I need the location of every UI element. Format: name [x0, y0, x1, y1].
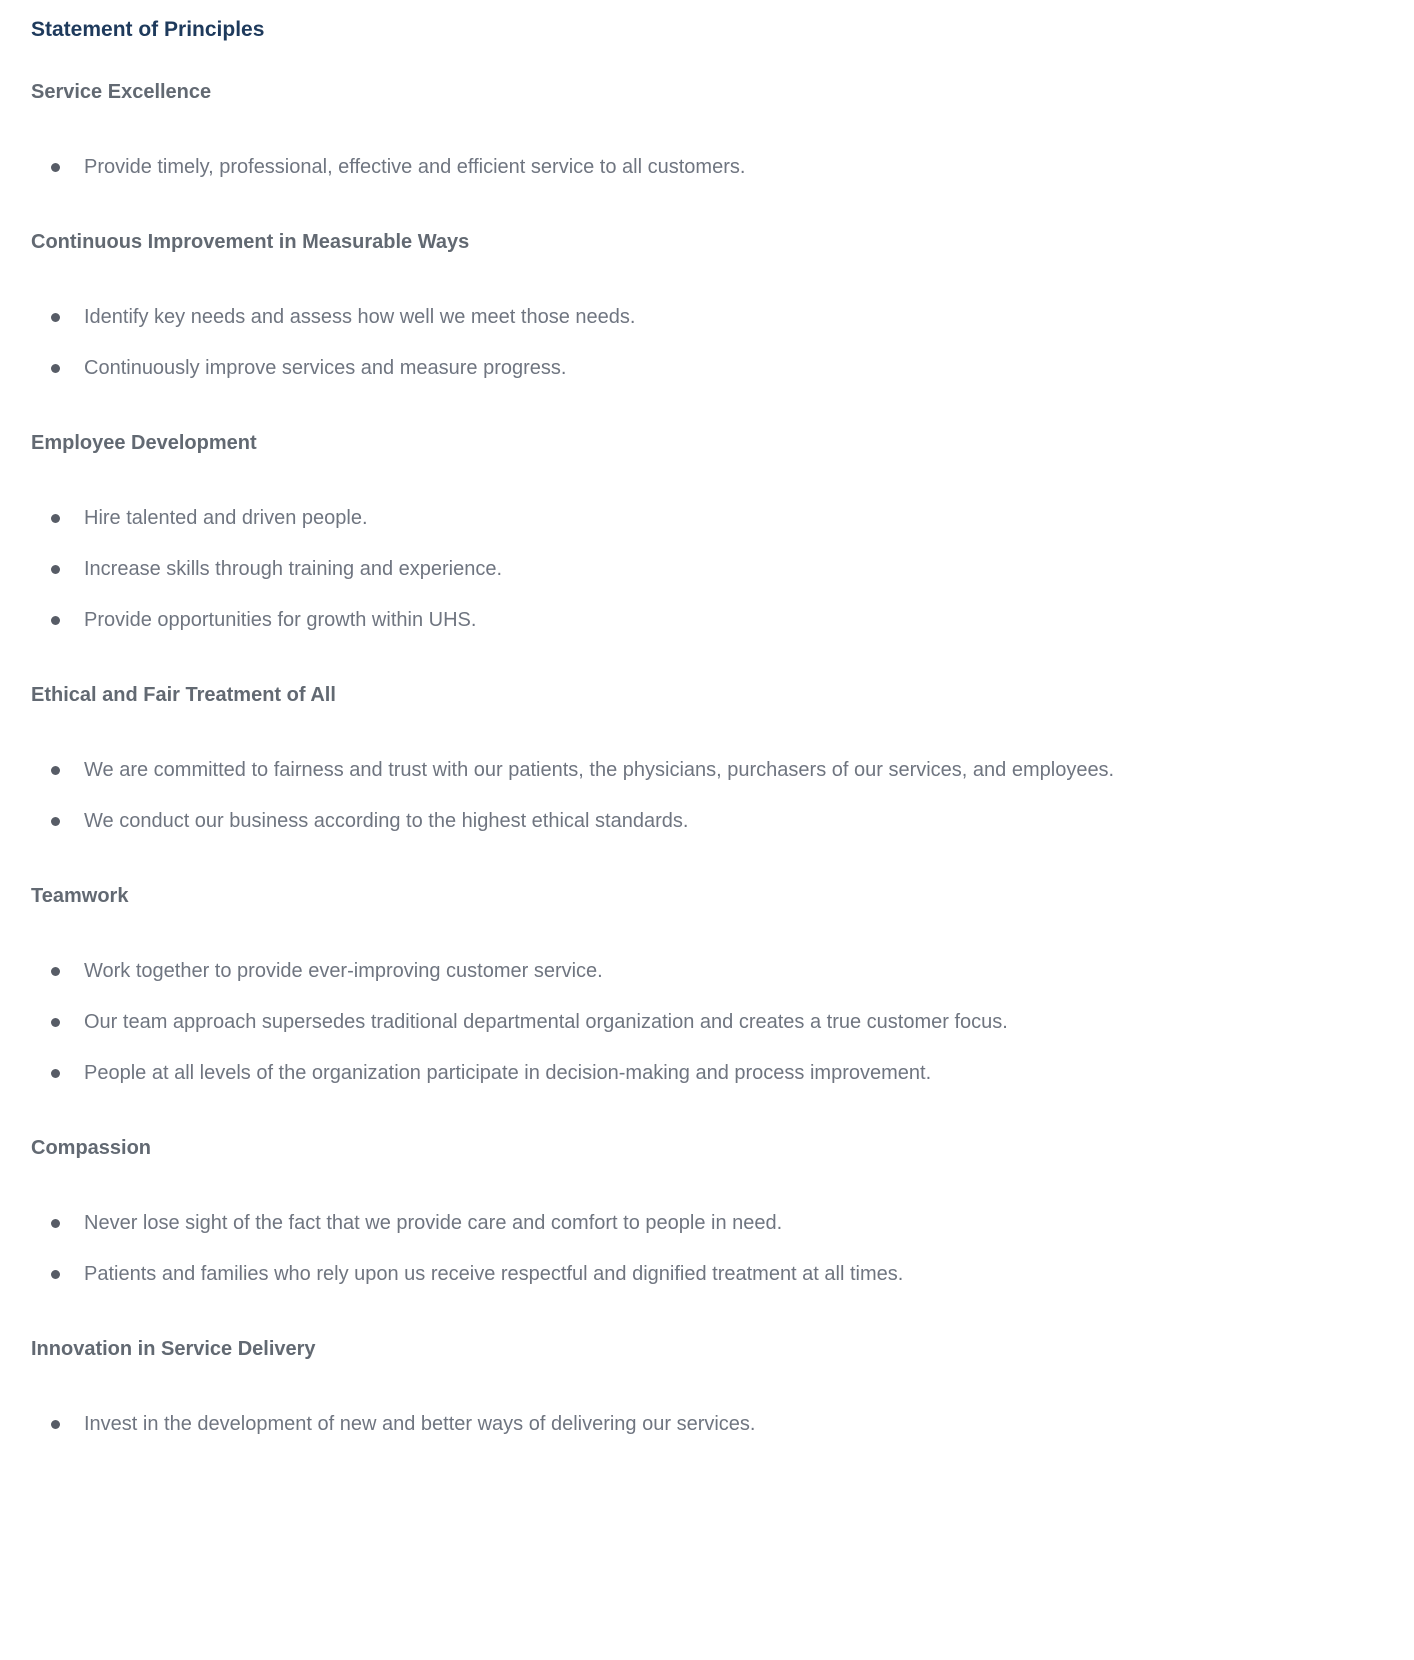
list-item [31, 796, 1227, 847]
principle-section [31, 430, 1380, 646]
section-heading: Ethical and Fair Treatment of All [31, 684, 336, 706]
list-item [31, 1399, 1227, 1450]
bullet-icon [51, 1069, 60, 1078]
principle-section [31, 883, 1380, 1099]
page-title: Statement of Principles [31, 18, 265, 41]
section-heading: Teamwork [31, 885, 129, 907]
bullet-text: Provide opportunities for growth within UHS. [84, 609, 477, 631]
list-item [31, 493, 1227, 544]
principle-section [31, 1336, 1380, 1450]
bullet-list [31, 292, 1380, 394]
bullet-text: We conduct our business according to the highest ethical standards. [84, 810, 689, 832]
bullet-icon [51, 313, 60, 322]
bullet-text: Provide timely, professional, effective and efficient service to all customers. [84, 156, 746, 178]
bullet-text: Never lose sight of the fact that we provide care and comfort to people in need. [84, 1212, 783, 1234]
bullet-icon [51, 1018, 60, 1027]
bullet-list [31, 142, 1380, 193]
bullet-text: Our team approach supersedes traditional departmental organization and creates a true customer focus. [84, 1011, 1008, 1033]
section-heading: Continuous Improvement in Measurable Ways [31, 231, 470, 253]
list-item [31, 1249, 1227, 1300]
section-heading: Compassion [31, 1137, 152, 1159]
bullet-text: Hire talented and driven people. [84, 507, 368, 529]
list-item [31, 544, 1227, 595]
list-item [31, 1048, 1227, 1099]
bullet-text: Patients and families who rely upon us receive respectful and dignified treatment at all times. [84, 1263, 904, 1285]
bullet-text: Increase skills through training and experience. [84, 558, 503, 580]
bullet-icon [51, 163, 60, 172]
bullet-list [31, 1399, 1380, 1450]
bullet-list [31, 493, 1380, 646]
bullet-icon [51, 1270, 60, 1279]
list-item [31, 292, 1227, 343]
principle-section [31, 682, 1380, 847]
bullet-icon [51, 817, 60, 826]
principle-section [31, 1135, 1380, 1300]
list-item [31, 946, 1227, 997]
sections-container [31, 79, 1380, 1450]
bullet-icon [51, 364, 60, 373]
bullet-icon [51, 766, 60, 775]
bullet-text: Identify key needs and assess how well we meet those needs. [84, 306, 636, 328]
list-item [31, 343, 1227, 394]
principle-section [31, 229, 1380, 394]
list-item [31, 142, 1227, 193]
principle-section [31, 79, 1380, 193]
bullet-text: People at all levels of the organization participate in decision-making and process improvement. [84, 1062, 932, 1084]
bullet-icon [51, 1219, 60, 1228]
list-item [31, 1198, 1227, 1249]
section-heading: Service Excellence [31, 81, 212, 103]
section-heading: Innovation in Service Delivery [31, 1338, 316, 1360]
bullet-icon [51, 967, 60, 976]
list-item [31, 997, 1227, 1048]
list-item [31, 745, 1227, 796]
list-item [31, 595, 1227, 646]
bullet-icon [51, 565, 60, 574]
section-heading: Employee Development [31, 432, 257, 454]
bullet-list [31, 745, 1380, 847]
bullet-text: Work together to provide ever-improving customer service. [84, 960, 603, 982]
bullet-list [31, 1198, 1380, 1300]
bullet-list [31, 946, 1380, 1099]
bullet-icon [51, 514, 60, 523]
bullet-text: Invest in the development of new and better ways of delivering our services. [84, 1413, 756, 1435]
bullet-text: Continuously improve services and measure progress. [84, 357, 567, 379]
bullet-text: We are committed to fairness and trust with our patients, the physicians, purchasers of our services, and employees. [84, 759, 1115, 781]
bullet-icon [51, 616, 60, 625]
bullet-icon [51, 1420, 60, 1429]
